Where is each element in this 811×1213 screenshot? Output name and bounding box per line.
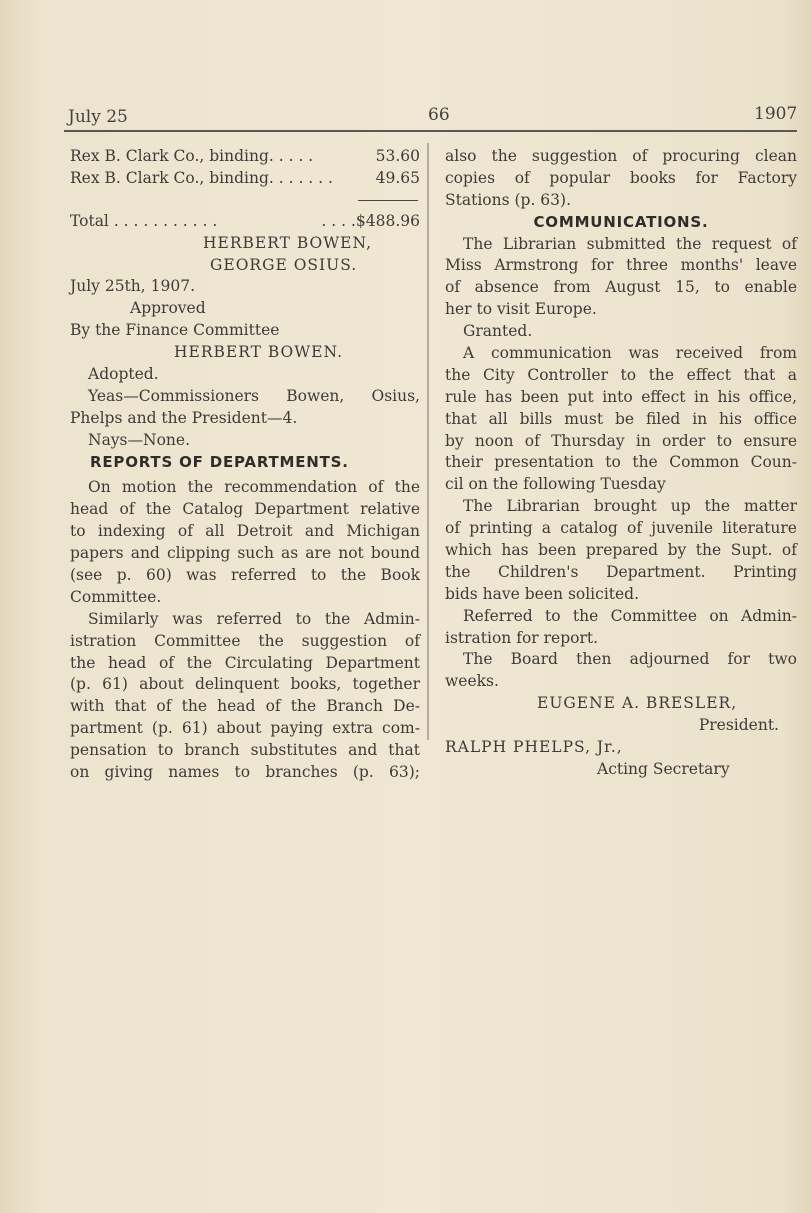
text-line: of absence from August 15, to enable — [445, 278, 797, 297]
header-date: July 25 — [68, 107, 128, 127]
committee-line: By the Finance Committee — [70, 321, 280, 340]
text-line: (see p. 60) was referred to the Book — [70, 566, 420, 585]
text-line: The Librarian submitted the request of — [463, 234, 797, 253]
text-line: Referred to the Committee on Admin- — [463, 606, 797, 625]
text-line: A communication was received from — [463, 344, 797, 363]
signer-name: GEORGE OSIUS. — [210, 255, 358, 274]
section-heading: REPORTS OF DEPARTMENTS. — [90, 452, 349, 471]
president-title: President. — [698, 716, 779, 735]
expense-row — [70, 146, 420, 168]
expense-amount: 49.65 — [375, 168, 420, 187]
expense-amount: 53.60 — [375, 147, 420, 165]
text-line: papers and clipping such as are not bound — [70, 544, 420, 563]
secretary-title: Acting Secretary — [597, 759, 730, 778]
text-line: The Librarian brought up the matter — [463, 497, 797, 516]
page-number: 66 — [428, 105, 450, 125]
text-line: the Children's Department. Printing — [445, 562, 797, 581]
text-line: rule has been put into effect in his office, — [445, 387, 797, 406]
text-line: the City Controller to the effect that a — [445, 365, 797, 384]
text-line: The Board then adjourned for two — [463, 650, 797, 669]
approved-line: Approved — [130, 299, 206, 318]
total-label: Total . . . . . . . . . . . — [70, 211, 218, 230]
text-line: head of the Catalog Department relative — [70, 500, 420, 519]
text-line: (p. 61) about delinquent books, together — [70, 675, 420, 694]
text-line: istration for report. — [445, 628, 599, 647]
secretary-name: RALPH PHELPS, Jr., — [445, 738, 623, 757]
signer-name: HERBERT BOWEN, — [203, 233, 372, 252]
text-line: cil on the following Tuesday — [445, 475, 666, 494]
text-line: partment (p. 61) about paying extra com- — [70, 719, 420, 738]
text-line: also the suggestion of procuring clean — [445, 147, 797, 165]
adopted-line: Adopted. — [88, 365, 159, 384]
committee-signer: HERBERT BOWEN. — [174, 343, 343, 362]
yeas-line: Phelps and the President—4. — [70, 408, 298, 427]
text-line: to indexing of all Detroit and Michigan — [70, 522, 420, 541]
text-line: copies of popular books for Factory — [445, 168, 797, 187]
text-line: Similarly was referred to the Admin- — [88, 609, 420, 628]
total-amount: . . . .$488.96 — [321, 211, 420, 230]
left-column — [70, 146, 420, 784]
header-rule — [64, 130, 797, 132]
text-line: on giving names to branches (p. 63); — [70, 763, 420, 782]
column-divider — [427, 143, 429, 740]
text-line: istration Committee the suggestion of — [70, 631, 420, 650]
date-line: July 25th, 1907. — [70, 277, 195, 296]
text-line: weeks. — [445, 672, 499, 691]
text-line: their presentation to the Common Coun- — [445, 453, 797, 472]
text-line: which has been prepared by the Supt. of — [445, 541, 797, 560]
text-line: by noon of Thursday in order to ensure — [445, 431, 797, 450]
text-line: of printing a catalog of juvenile literature — [445, 519, 797, 538]
text-line: Miss Armstrong for three months' leave — [445, 256, 797, 275]
text-line: the head of the Circulating Department — [70, 653, 420, 672]
text-line: that all bills must be filed in his office — [445, 409, 797, 428]
nays-line: Nays—None. — [88, 430, 190, 449]
text-line: her to visit Europe. — [445, 300, 597, 319]
text-line: On motion the recommendation of the — [88, 478, 420, 497]
granted-line: Granted. — [463, 322, 533, 341]
text-line: with that of the head of the Branch De- — [70, 697, 420, 716]
expense-row — [70, 168, 420, 190]
total-rule — [358, 200, 418, 201]
expense-label: Rex B. Clark Co., binding. . . . . — [70, 147, 314, 165]
text-line: pensation to branch substitutes and that — [70, 741, 420, 760]
text-line: bids have been solicited. — [445, 584, 640, 603]
total-row — [70, 211, 420, 233]
yeas-line: Yeas—Commissioners Bowen, Osius, — [88, 386, 420, 405]
text-line: Committee. — [70, 587, 162, 606]
header-year: 1907 — [754, 104, 798, 124]
right-column — [445, 146, 797, 781]
expense-label: Rex B. Clark Co., binding. . . . . . . — [70, 168, 333, 187]
president-name: EUGENE A. BRESLER, — [537, 694, 738, 713]
text-line: Stations (p. 63). — [445, 190, 571, 209]
section-heading: COMMUNICATIONS. — [533, 212, 709, 231]
